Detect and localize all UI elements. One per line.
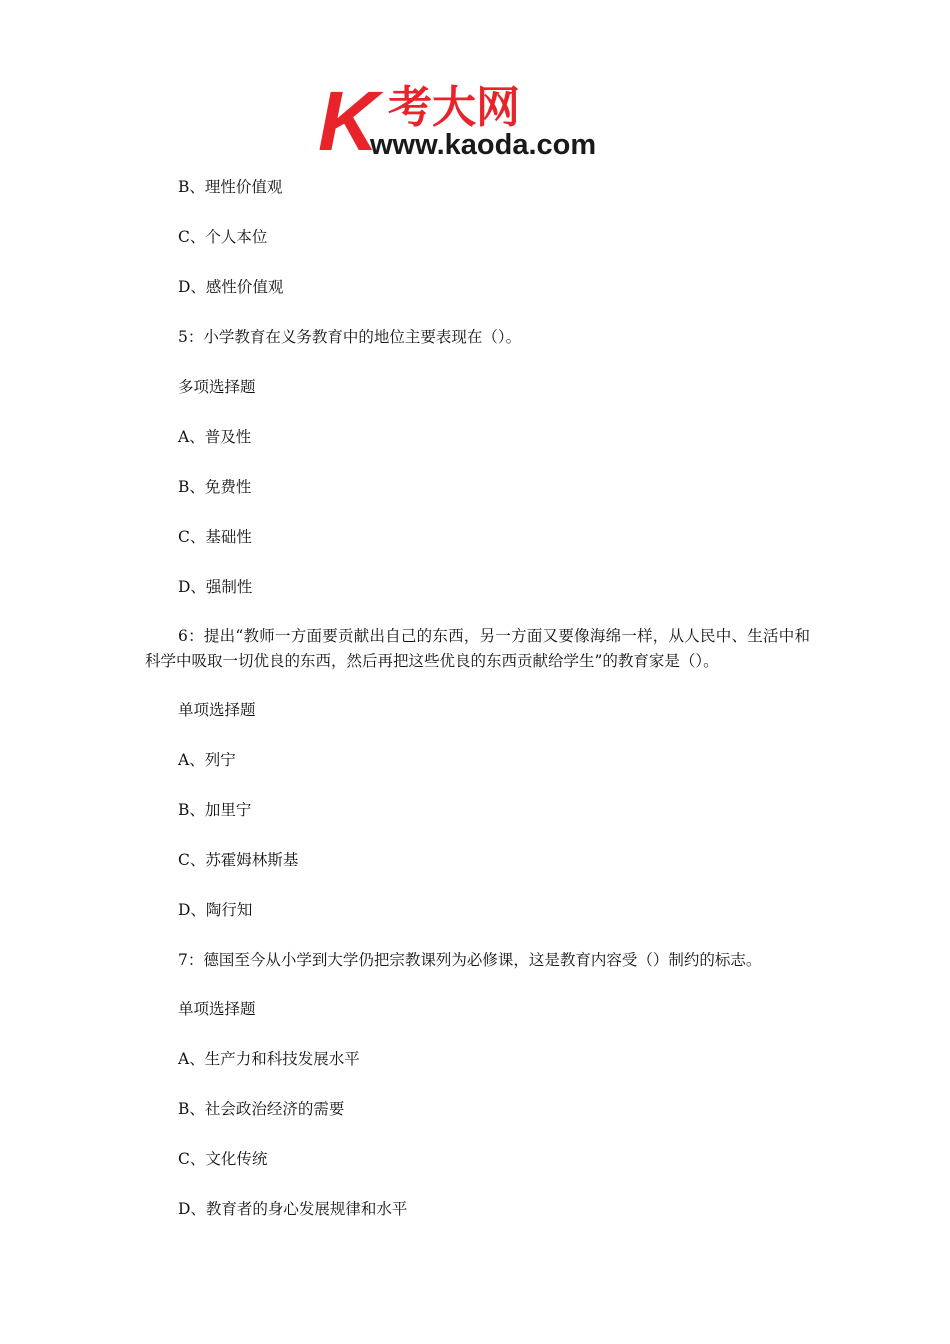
- q4-option-c: C、个人本位: [178, 228, 268, 246]
- q6-option-c: C、苏霍姆林斯基: [178, 851, 299, 869]
- q7-option-d: D、教育者的身心发展规律和水平: [178, 1200, 408, 1218]
- q6-type: 单项选择题: [178, 701, 256, 719]
- q6-option-a: A、列宁: [178, 751, 236, 769]
- logo-brand-cn: 考大网: [388, 82, 520, 133]
- q6-option-b: B、加里宁: [178, 801, 252, 819]
- kaoda-logo: [318, 80, 638, 160]
- q7-stem: 7：德国至今从小学到大学仍把宗教课列为必修课，这是教育内容受（）制约的标志。: [178, 951, 762, 969]
- q7-option-c: C、文化传统: [178, 1150, 268, 1168]
- q5-option-a: A、普及性: [178, 428, 252, 446]
- logo-url: www.kaoda.com: [370, 129, 597, 160]
- kaoda-logo-graphic: [318, 80, 638, 160]
- q7-type: 单项选择题: [178, 1000, 256, 1018]
- q4-option-b: B、理性价值观: [178, 178, 283, 196]
- q5-option-c: C、基础性: [178, 528, 252, 546]
- logo-k-letter: K: [318, 80, 379, 160]
- q4-option-d: D、感性价值观: [178, 278, 284, 296]
- q5-option-d: D、强制性: [178, 578, 253, 596]
- q7-option-b: B、社会政治经济的需要: [178, 1100, 345, 1118]
- q5-type: 多项选择题: [178, 378, 256, 396]
- q5-stem: 5：小学教育在义务教育中的地位主要表现在（）。: [178, 328, 522, 346]
- q5-option-b: B、免费性: [178, 478, 252, 496]
- q6-option-d: D、陶行知: [178, 901, 253, 919]
- q6-stem: 6：提出“教师一方面要贡献出自己的东西，另一方面又要像海绵一样，从人民中、生活中和科学中吸取一切优良的东西，然后再把这些优良的东西贡献给学生”的教育家是（）。: [145, 627, 810, 670]
- q7-option-a: A、生产力和科技发展水平: [178, 1050, 360, 1068]
